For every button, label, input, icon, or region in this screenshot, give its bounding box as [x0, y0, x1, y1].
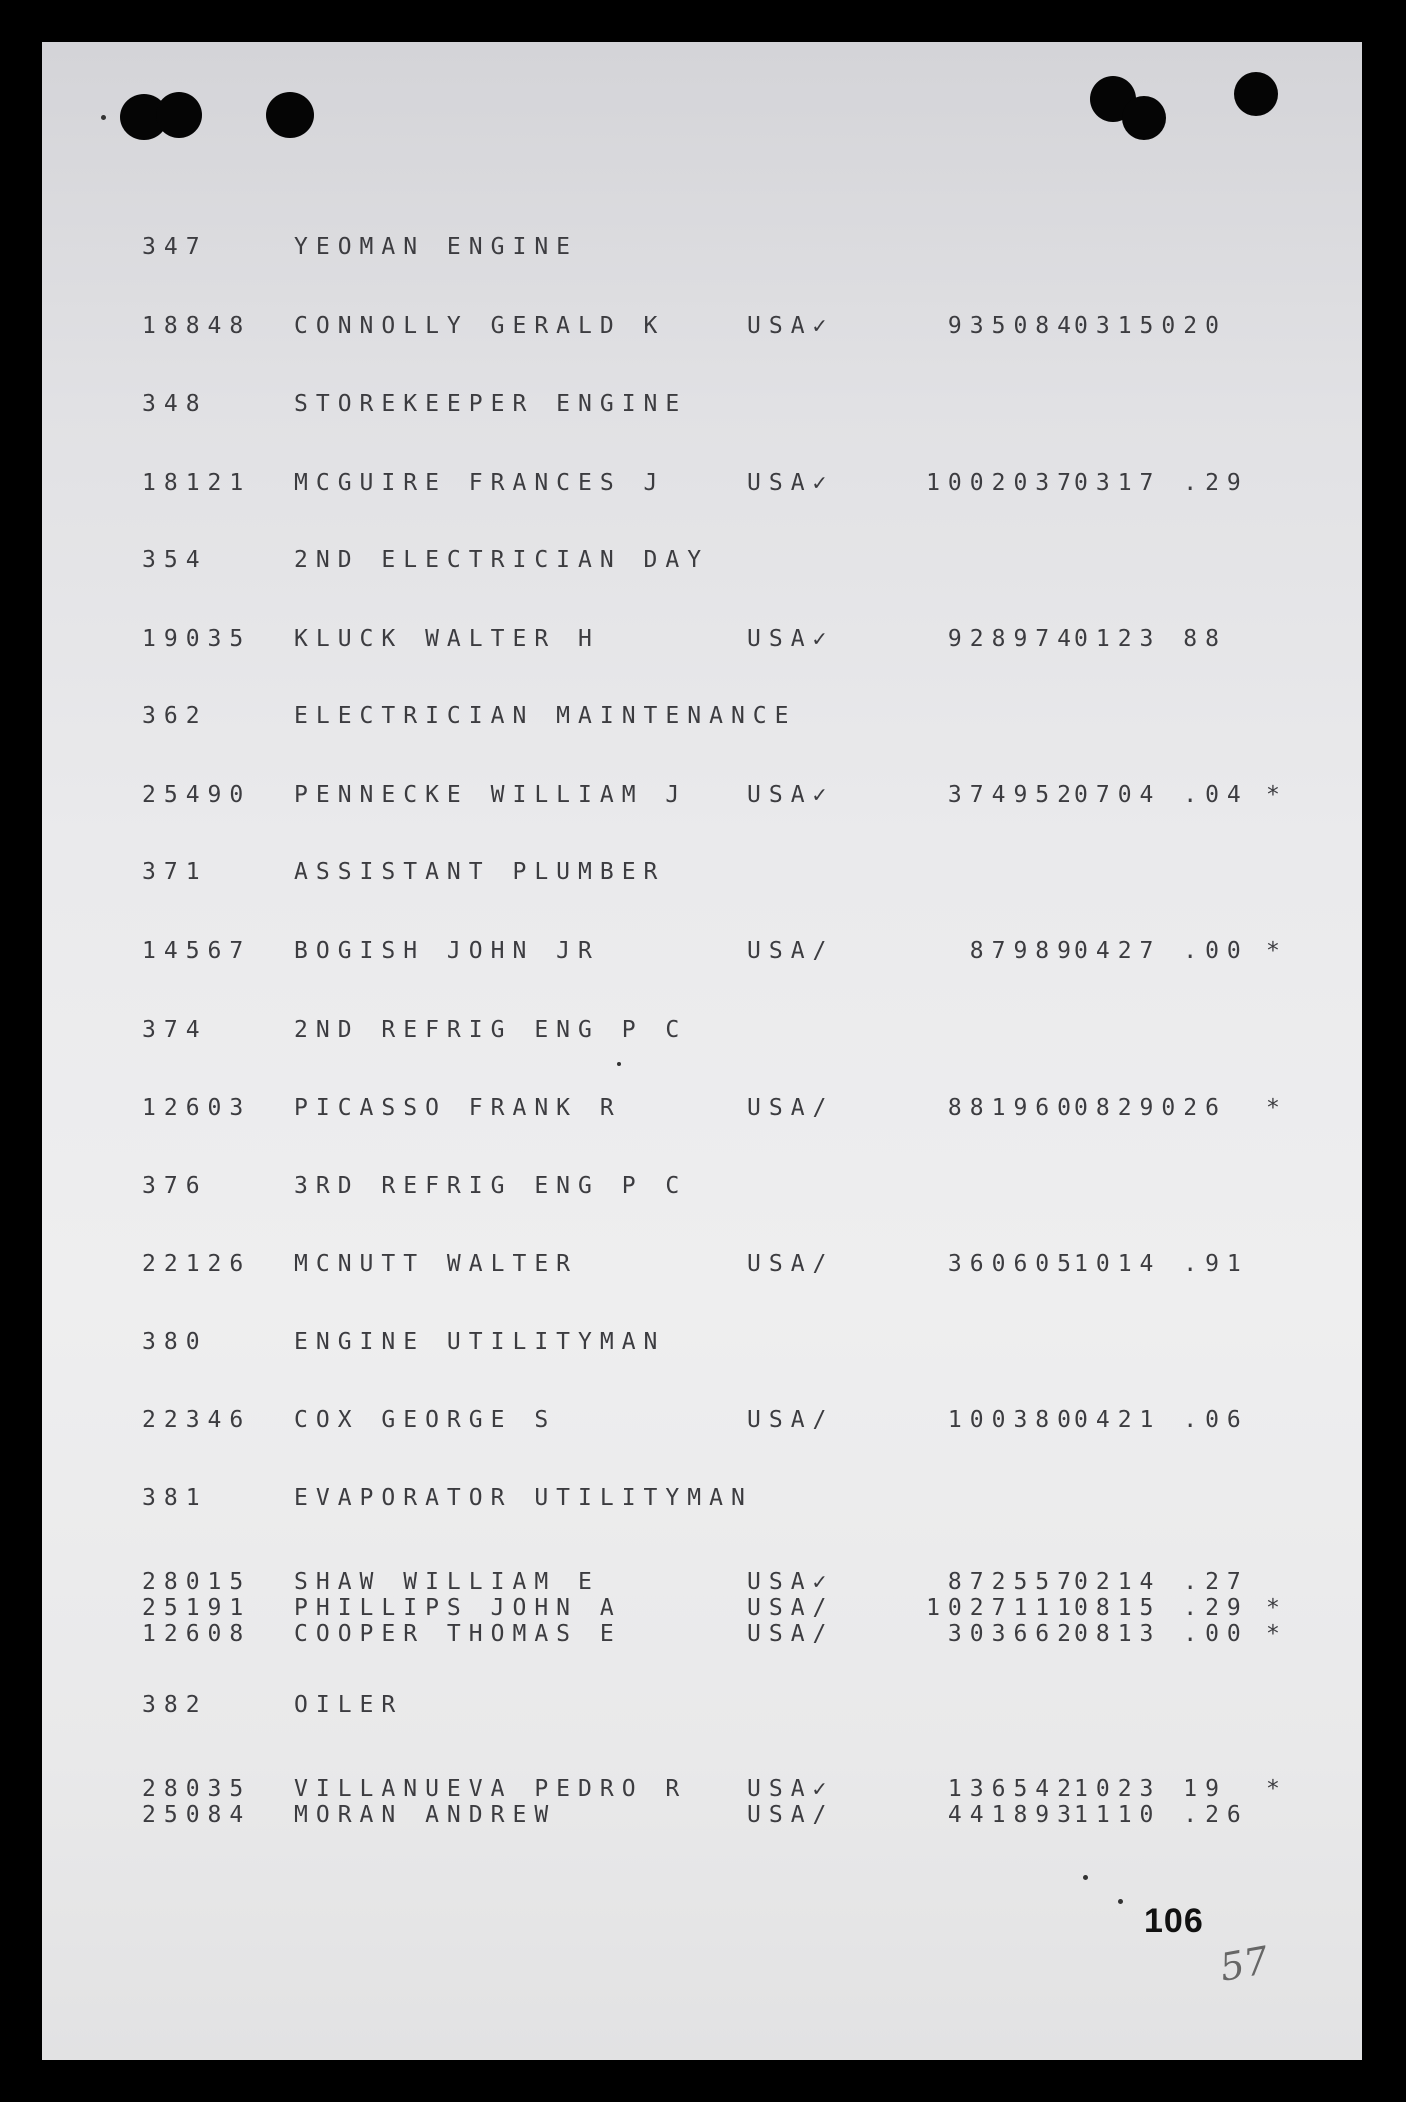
section-title: OILER [294, 1692, 404, 1718]
entry-book-number: 872557 [947, 1569, 1079, 1595]
entry-date-code: 0427 .00 [1074, 938, 1249, 964]
entry-id: 25084 [142, 1802, 252, 1828]
entry-name: VILLANUEVA PEDRO R [294, 1776, 688, 1802]
entry-date-code: 0815 .29 [1074, 1595, 1249, 1621]
entry-name: MCNUTT WALTER [294, 1251, 579, 1277]
entry-name: PICASSO FRANK R [294, 1095, 622, 1121]
entry-date-code: 0813 .00 [1074, 1621, 1249, 1647]
entry-book-number: 441893 [947, 1802, 1079, 1828]
page-number: 106 [1144, 1902, 1204, 1940]
entry-date-code: 0123 88 [1074, 626, 1227, 652]
section-code: 374 [142, 1017, 208, 1043]
entry-book-number: 928974 [947, 626, 1079, 652]
entry-id: 22346 [142, 1407, 252, 1433]
entry-date-code: 0214 .27 [1074, 1569, 1249, 1595]
section-title: ELECTRICIAN MAINTENANCE [294, 703, 797, 729]
entry-citizenship: USA/ [747, 1595, 835, 1621]
entry-date-code: 0317 .29 [1074, 470, 1249, 496]
section-code: 362 [142, 703, 208, 729]
entry-book-number: 1027111 [926, 1595, 1079, 1621]
entry-id: 12603 [142, 1095, 252, 1121]
entry-id: 25490 [142, 782, 252, 808]
entry-citizenship: USA/ [747, 1095, 835, 1121]
section-title: STOREKEEPER ENGINE [294, 391, 688, 417]
entry-book-number: 1002037 [926, 470, 1079, 496]
entry-mark: * [1266, 938, 1288, 964]
entry-citizenship: USA/ [747, 1251, 835, 1277]
entry-book-number: 935084 [947, 313, 1079, 339]
entry-citizenship: USA✓ [747, 470, 835, 496]
section-title: 3RD REFRIG ENG P C [294, 1173, 688, 1199]
entry-name: KLUCK WALTER H [294, 626, 600, 652]
section-code: 354 [142, 547, 208, 573]
entry-citizenship: USA✓ [747, 313, 835, 339]
entry-mark: * [1266, 1095, 1288, 1121]
entry-name: PHILLIPS JOHN A [294, 1595, 622, 1621]
entry-date-code: 1110 .26 [1074, 1802, 1249, 1828]
section-title: 2ND REFRIG ENG P C [294, 1017, 688, 1043]
entry-id: 12608 [142, 1621, 252, 1647]
entry-book-number: 303662 [947, 1621, 1079, 1647]
entry-date-code: 0704 .04 [1074, 782, 1249, 808]
section-title: EVAPORATOR UTILITYMAN [294, 1485, 753, 1511]
entry-citizenship: USA/ [747, 1802, 835, 1828]
entry-date-code: 0315020 [1074, 313, 1227, 339]
entry-id: 19035 [142, 626, 252, 652]
section-code: 376 [142, 1173, 208, 1199]
entry-name: PENNECKE WILLIAM J [294, 782, 688, 808]
entry-citizenship: USA/ [747, 1621, 835, 1647]
entry-name: BOGISH JOHN JR [294, 938, 600, 964]
entry-book-number: 87989 [969, 938, 1079, 964]
entry-book-number: 136542 [947, 1776, 1079, 1802]
entry-name: CONNOLLY GERALD K [294, 313, 666, 339]
entry-book-number: 360605 [947, 1251, 1079, 1277]
entry-date-code: 1014 .91 [1074, 1251, 1249, 1277]
entry-mark: * [1266, 1595, 1288, 1621]
document-page [42, 42, 1362, 2060]
entry-id: 18121 [142, 470, 252, 496]
entry-id: 28035 [142, 1776, 252, 1802]
section-code: 382 [142, 1692, 208, 1718]
entry-id: 22126 [142, 1251, 252, 1277]
entry-citizenship: USA✓ [747, 626, 835, 652]
entry-date-code: 0829026 [1074, 1095, 1227, 1121]
entry-name: SHAW WILLIAM E [294, 1569, 600, 1595]
entry-id: 25191 [142, 1595, 252, 1621]
entry-date-code: 1023 19 [1074, 1776, 1227, 1802]
section-code: 371 [142, 859, 208, 885]
section-code: 347 [142, 234, 208, 260]
handwritten-note: 57 [1216, 1938, 1272, 1990]
entry-date-code: 0421 .06 [1074, 1407, 1249, 1433]
section-code: 380 [142, 1329, 208, 1355]
entry-citizenship: USA✓ [747, 1776, 835, 1802]
entry-name: MORAN ANDREW [294, 1802, 557, 1828]
entry-id: 18848 [142, 313, 252, 339]
entry-citizenship: USA✓ [747, 782, 835, 808]
section-title: ENGINE UTILITYMAN [294, 1329, 666, 1355]
entry-name: COX GEORGE S [294, 1407, 557, 1433]
entry-id: 14567 [142, 938, 252, 964]
section-title: ASSISTANT PLUMBER [294, 859, 666, 885]
entry-citizenship: USA/ [747, 1407, 835, 1433]
section-title: 2ND ELECTRICIAN DAY [294, 547, 710, 573]
entry-book-number: 374952 [947, 782, 1079, 808]
entry-citizenship: USA/ [747, 938, 835, 964]
section-code: 348 [142, 391, 208, 417]
entry-name: COOPER THOMAS E [294, 1621, 622, 1647]
section-code: 381 [142, 1485, 208, 1511]
entry-mark: * [1266, 1776, 1288, 1802]
entry-book-number: 881960 [947, 1095, 1079, 1121]
entry-name: MCGUIRE FRANCES J [294, 470, 666, 496]
entry-citizenship: USA✓ [747, 1569, 835, 1595]
entry-id: 28015 [142, 1569, 252, 1595]
entry-mark: * [1266, 782, 1288, 808]
section-title: YEOMAN ENGINE [294, 234, 579, 260]
crew-roster [42, 42, 1362, 2060]
entry-book-number: 100380 [947, 1407, 1079, 1433]
entry-mark: * [1266, 1621, 1288, 1647]
